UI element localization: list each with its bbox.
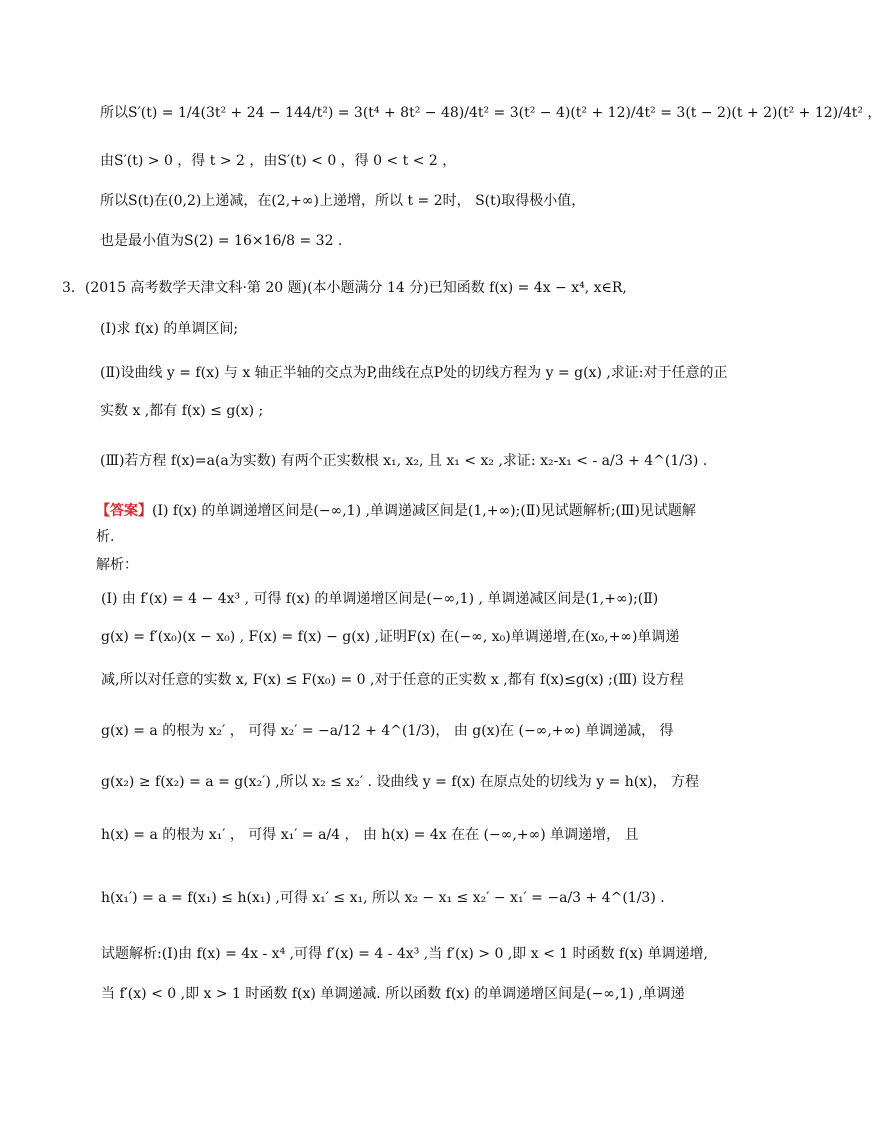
problem-part-3: (Ⅲ)若方程 f(x)=a(a为实数) 有两个正实数根 x₁, x₂, 且 x₁ < x₂ ,求证: x₂-x₁ < - a/3 + 4^(1/3) .	[100, 453, 708, 469]
analysis-line-2: g(x) = f′(x₀)(x − x₀) , F(x) = f(x) − g(x) ,证明F(x) 在(−∞, x₀)单调递增,在(x₀,+∞)单调递	[101, 629, 680, 645]
problem-3-statement: 3．(2015 高考数学天津文科·第 20 题)(本小题满分 14 分)已知函数 f(x) = 4x − x⁴, x∈R,	[62, 280, 627, 296]
solution-detail-line-2: 当 f′(x) < 0 ,即 x > 1 时函数 f(x) 单调递减. 所以函数 f(x) 的单调递增区间是(−∞,1) ,单调递	[101, 986, 685, 1002]
analysis-line-3: 减,所以对任意的实数 x, F(x) ≤ F(x₀) = 0 ,对于任意的正实数 x ,都有 f(x)≤g(x) ;(Ⅲ) 设方程	[101, 672, 684, 688]
analysis-line-6: h(x) = a 的根为 x₁′ ， 可得 x₁′ = a/4 ， 由 h(x) = 4x 在在 (−∞,+∞) 单调递增， 且	[101, 827, 639, 843]
answer-label: 【答案】	[96, 503, 152, 519]
analysis-heading: 解析：	[96, 557, 138, 573]
analysis-line-1: (Ⅰ) 由 f′(x) = 4 − 4x³ , 可得 f(x) 的单调递增区间是(−∞,1) , 单调递减区间是(1,+∞);(Ⅱ)	[101, 591, 659, 607]
analysis-line-7: h(x₁′) = a = f(x₁) ≤ h(x₁) ,可得 x₁′ ≤ x₁, 所以 x₂ − x₁ ≤ x₂′ − x₁′ = −a/3 + 4^(1/3) .	[101, 890, 665, 906]
problem-part-2-line-1: (Ⅱ)设曲线 y = f(x) 与 x 轴正半轴的交点为P,曲线在点P处的切线方程为 y = g(x) ,求证:对于任意的正	[100, 365, 728, 381]
monotonic-conclusion-line: 所以S(t)在(0,2)上递减，在(2,+∞)上递增，所以 t = 2时， S(t)取得极小值，	[100, 193, 586, 209]
problem-part-2-line-2: 实数 x ,都有 f(x) ≤ g(x) ;	[100, 403, 264, 419]
answer-text: (Ⅰ) f(x) 的单调递增区间是(−∞,1) ,单调递减区间是(1,+∞);(Ⅱ)见试题解析;(Ⅲ)见试题解	[152, 503, 696, 519]
minimum-value-line: 也是最小值为S(2) = 16×16/8 = 32 .	[100, 233, 343, 249]
analysis-line-4: g(x) = a 的根为 x₂′ ， 可得 x₂′ = −a/12 + 4^(1/3)， 由 g(x)在 (−∞,+∞) 单调递减， 得	[101, 723, 674, 739]
answer-line-1	[0, 504, 794, 518]
sign-analysis-line: 由S′(t) > 0 ，得 t > 2 ，由S′(t) < 0 ，得 0 < t < 2 ，	[100, 153, 457, 169]
solution-detail-line-1: 试题解析:(Ⅰ)由 f(x) = 4x - x⁴ ,可得 f′(x) = 4 - 4x³ ,当 f′(x) > 0 ,即 x < 1 时函数 f(x) 单调递增,	[101, 946, 708, 962]
problem-part-1: (Ⅰ)求 f(x) 的单调区间;	[100, 321, 239, 337]
analysis-line-5: g(x₂) ≥ f(x₂) = a = g(x₂′) ,所以 x₂ ≤ x₂′ . 设曲线 y = f(x) 在原点处的切线为 y = h(x)， 方程	[101, 774, 700, 790]
derivative-formula-line: 所以S′(t) = 1/4(3t² + 24 − 144/t²) = 3(t⁴ + 8t² − 48)/4t² = 3(t² − 4)(t² + 12)/4t² = 3(t − 2)(t + 2)(t² + 12)/4t² ，	[100, 105, 881, 121]
answer-line-2: 析.	[96, 529, 115, 545]
